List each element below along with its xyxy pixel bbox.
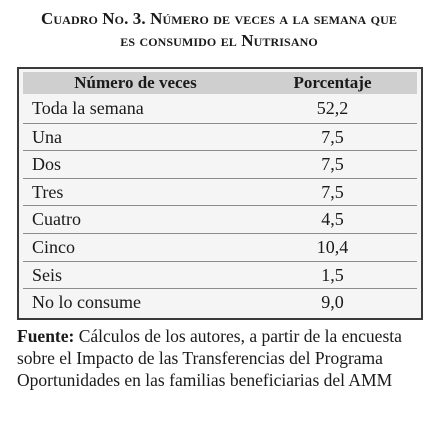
table-header-row [23, 72, 417, 94]
row-label: No lo consume [32, 292, 141, 313]
row-label: Cuatro [32, 209, 81, 230]
table-title-line-1: Cuadro No. 3. Número de veces a la semana que [41, 9, 397, 28]
column-header-number-of-times: Número de veces [74, 73, 197, 92]
table-title [10, 8, 428, 52]
table-row [23, 178, 417, 206]
table-row [23, 288, 417, 316]
row-value: 52,2 [316, 98, 349, 118]
source-note [17, 325, 427, 391]
table-body [23, 95, 417, 316]
row-value: 7,5 [321, 126, 344, 147]
column-header-percentage: Porcentaje [293, 73, 372, 92]
data-table [17, 67, 423, 320]
table-row [23, 261, 417, 289]
table-row [23, 150, 417, 178]
source-text: Cálculos de los autores, a partir de la encuesta sobre el Impacto de las Transferencias del Programa Oportunidades en las familias beneficiarias del AMM [17, 326, 402, 390]
table-row [23, 233, 417, 261]
table-row [23, 205, 417, 233]
source-label: Fuente: [17, 326, 75, 346]
row-value: 7,5 [321, 154, 344, 175]
row-label: Tres [32, 181, 64, 202]
row-value: 4,5 [321, 209, 344, 230]
table-row [23, 123, 417, 151]
row-label: Toda la semana [32, 98, 144, 118]
table-row [23, 95, 417, 123]
table-title-line-2: es consumido el Nutrisano [120, 31, 318, 50]
row-value: 1,5 [321, 264, 344, 285]
row-value: 7,5 [321, 181, 344, 202]
row-label: Dos [32, 154, 62, 175]
row-label: Una [32, 126, 62, 147]
row-label: Seis [32, 264, 63, 285]
row-value: 10,4 [316, 236, 349, 257]
row-label: Cinco [32, 236, 75, 257]
row-value: 9,0 [321, 292, 344, 313]
